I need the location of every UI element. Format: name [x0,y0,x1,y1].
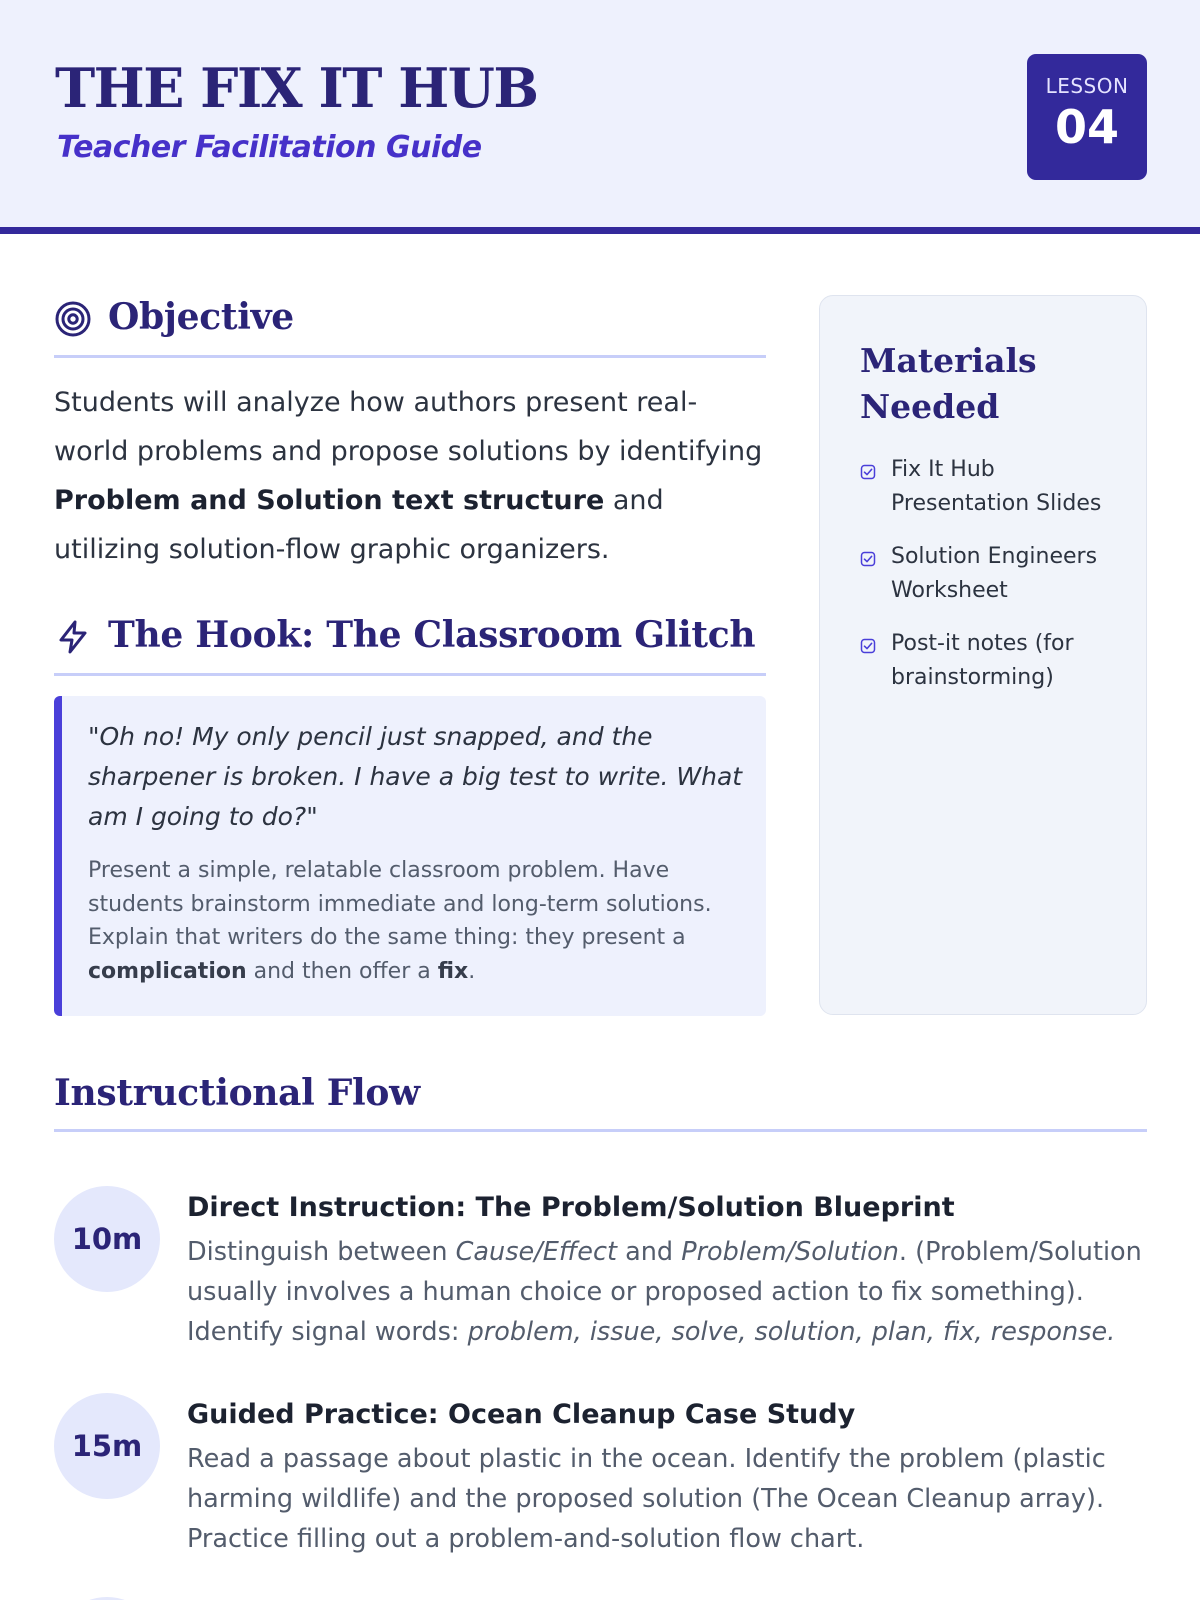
step-title: Guided Practice: Ocean Cleanup Case Study [187,1399,856,1430]
materials-item-label: Fix It Hub Presentation Slides [891,457,1102,516]
page-title: THE FIX IT HUB [55,56,538,120]
objective-text: Students will analyze how authors present real-world problems and propose solutions by identifying Problem and Solution text structure and utilizing solution-flow graphic organizers. [54,387,763,565]
hook-heading [54,614,766,676]
lesson-number: 04 [1054,100,1119,154]
page-header [0,0,1200,234]
list-item [860,453,1130,520]
flow-step [54,1596,1147,1600]
step-title: Direct Instruction: The Problem/Solution Blueprint [187,1192,955,1223]
hook-callout [54,696,766,1016]
checkbox-icon [860,464,876,480]
materials-list [860,453,1130,714]
objective-heading [54,296,766,358]
lightning-icon [54,618,92,656]
flow-step [54,1185,1147,1365]
materials-item-label: Solution Engineers Worksheet [891,544,1098,603]
step-description: Read a passage about plastic in the ocean. Identify the problem (plastic harming wildlife) and the proposed solution (The Ocean Cleanup array). Practice filling out a problem-and-solution flow chart. [187,1444,1106,1554]
duration-badge: 10m [54,1186,160,1292]
step-description: Distinguish between Cause/Effect and Problem/Solution. (Problem/Solution usually involves a human choice or proposed action to fix something). Identify signal words: problem, issue, solve, solution, plan, fix, response. [187,1237,1142,1347]
lesson-badge [1027,54,1147,180]
flow-heading [54,1072,1147,1132]
checkbox-icon [860,551,876,567]
materials-panel [819,295,1147,1015]
objective-key-phrase: Problem and Solution text structure [54,485,605,516]
materials-title: Materials Needed [860,341,1037,426]
flow-step [54,1392,1147,1572]
materials-item-label: Post-it notes (for brainstorming) [891,631,1074,690]
list-item [860,627,1130,694]
checkbox-icon [860,638,876,654]
hook-heading-label: The Hook: The Classroom Glitch [108,614,756,656]
objective-heading-label: Objective [108,296,294,338]
lesson-label: LESSON [1045,74,1129,98]
flow-heading-label: Instructional Flow [54,1072,420,1114]
list-item [860,540,1130,607]
hook-instructions: Present a simple, relatable classroom problem. Have students brainstorm immediate and long-term solutions. Explain that writers do the same thing: they present a complication and then offer a fix. [88,858,712,984]
page-subtitle: Teacher Facilitation Guide [57,130,482,165]
hook-quote: "Oh no! My only pencil just snapped, and the sharpener is broken. I have a big test to write. What am I going to do?" [88,722,743,831]
duration-badge: 15m [54,1393,160,1499]
target-icon [54,300,92,338]
